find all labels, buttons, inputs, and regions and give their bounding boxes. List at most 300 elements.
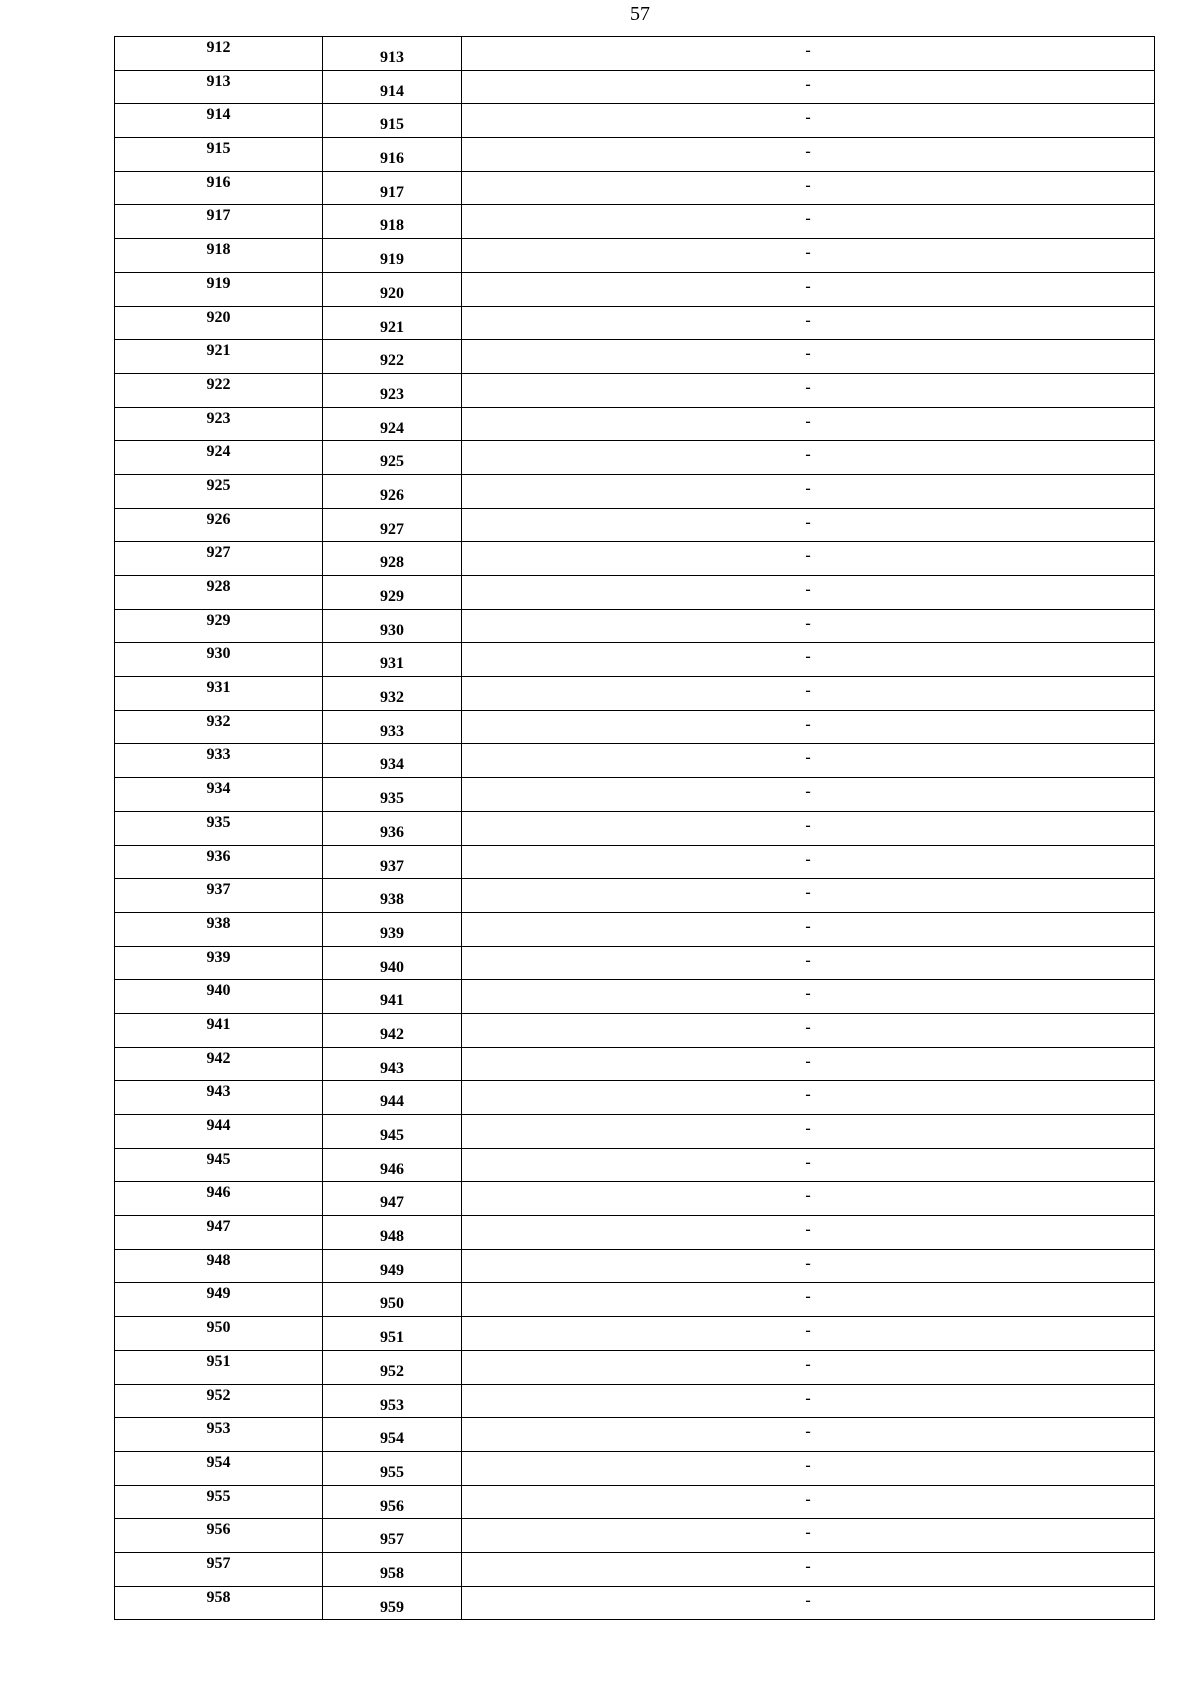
row-value-cell-text: - [805, 210, 811, 228]
row-start-cell-text: 941 [206, 1015, 231, 1033]
table-row [115, 879, 1155, 913]
row-end-cell-text: 930 [380, 621, 404, 639]
table-row [115, 1182, 1155, 1216]
row-start-cell-text: 921 [206, 342, 231, 360]
row-end-cell-text: 915 [380, 116, 404, 134]
row-value-cell-text: - [805, 1591, 811, 1609]
row-value-cell [462, 1081, 1155, 1115]
row-value-cell [462, 272, 1155, 306]
row-start-cell-text: 938 [206, 914, 231, 932]
row-end-cell [323, 407, 462, 441]
row-end-cell [323, 508, 462, 542]
row-end-cell [323, 1451, 462, 1485]
row-end-cell [323, 138, 462, 172]
row-start-cell-text: 933 [206, 746, 231, 764]
row-value-cell-text: - [805, 917, 811, 935]
row-value-cell-text: - [805, 42, 811, 59]
row-start-cell-text: 943 [206, 1083, 231, 1101]
row-value-cell-text: - [805, 648, 811, 666]
row-value-cell [462, 542, 1155, 576]
row-value-cell [462, 306, 1155, 340]
row-end-cell-text: 922 [380, 352, 404, 370]
table-row [115, 778, 1155, 812]
row-end-cell-text: 957 [380, 1531, 404, 1549]
row-end-cell [323, 306, 462, 340]
row-start-cell-text: 951 [206, 1352, 231, 1370]
row-start-cell-text: 914 [206, 106, 231, 124]
row-end-cell [323, 1249, 462, 1283]
row-end-cell [323, 677, 462, 711]
row-start-cell [115, 980, 323, 1014]
row-value-cell-text: - [805, 75, 811, 93]
row-end-cell [323, 1485, 462, 1519]
row-value-cell-text: - [805, 1524, 811, 1542]
table-row [115, 1148, 1155, 1182]
row-value-cell [462, 1485, 1155, 1519]
row-end-cell-text: 934 [380, 756, 404, 774]
row-value-cell-text: - [805, 985, 811, 1003]
row-end-cell-text: 936 [380, 823, 404, 841]
row-value-cell-text: - [805, 513, 811, 531]
row-end-cell-text: 947 [380, 1194, 404, 1212]
row-start-cell-text: 929 [206, 611, 231, 629]
row-value-cell-text: - [805, 109, 811, 127]
row-start-cell-text: 942 [206, 1049, 231, 1067]
row-value-cell [462, 1586, 1155, 1620]
row-end-cell [323, 1519, 462, 1553]
row-start-cell [115, 1451, 323, 1485]
row-start-cell [115, 710, 323, 744]
row-end-cell-text: 926 [380, 486, 404, 504]
row-end-cell-text: 931 [380, 655, 404, 673]
row-start-cell [115, 1013, 323, 1047]
row-value-cell [462, 1451, 1155, 1485]
row-value-cell [462, 1418, 1155, 1452]
row-start-cell-text: 923 [206, 409, 231, 427]
row-start-cell [115, 1216, 323, 1250]
row-start-cell-text: 946 [206, 1184, 231, 1202]
table-row [115, 474, 1155, 508]
row-start-cell-text: 950 [206, 1319, 231, 1337]
row-value-cell [462, 373, 1155, 407]
row-end-cell-text: 919 [380, 251, 404, 269]
row-value-cell-text: - [805, 1322, 811, 1340]
table-row [115, 407, 1155, 441]
table-row [115, 1418, 1155, 1452]
row-end-cell-text: 918 [380, 217, 404, 235]
row-start-cell [115, 1384, 323, 1418]
row-end-cell [323, 609, 462, 643]
row-end-cell-text: 929 [380, 588, 404, 605]
row-value-cell-text: - [805, 1557, 811, 1575]
row-start-cell-text: 931 [206, 679, 231, 697]
row-value-cell-text: - [805, 1120, 811, 1137]
row-end-cell-text: 958 [380, 1564, 404, 1582]
row-end-cell-text: 925 [380, 453, 404, 471]
row-start-cell-text: 953 [206, 1420, 231, 1438]
row-start-cell [115, 643, 323, 677]
row-start-cell-text: 920 [206, 308, 231, 326]
row-start-cell [115, 1148, 323, 1182]
row-end-cell-text: 953 [380, 1396, 404, 1414]
row-end-cell [323, 643, 462, 677]
row-start-cell [115, 441, 323, 475]
row-end-cell [323, 1081, 462, 1115]
row-value-cell-text: - [805, 547, 811, 565]
row-end-cell [323, 1283, 462, 1317]
row-start-cell-text: 935 [206, 813, 231, 831]
row-value-cell-text: - [805, 1052, 811, 1070]
table-row [115, 677, 1155, 711]
table-row [115, 1552, 1155, 1586]
row-value-cell [462, 1519, 1155, 1553]
row-value-cell-text: - [805, 1423, 811, 1441]
row-value-cell [462, 879, 1155, 913]
row-start-cell [115, 1485, 323, 1519]
row-start-cell [115, 239, 323, 273]
table-row [115, 138, 1155, 172]
row-end-cell [323, 980, 462, 1014]
table-row [115, 710, 1155, 744]
table-row [115, 1216, 1155, 1250]
row-value-cell [462, 1216, 1155, 1250]
row-value-cell [462, 1182, 1155, 1216]
row-end-cell [323, 1047, 462, 1081]
row-value-cell-text: - [805, 1018, 811, 1036]
row-start-cell [115, 1182, 323, 1216]
row-value-cell [462, 912, 1155, 946]
row-start-cell [115, 138, 323, 172]
row-start-cell-text: 952 [206, 1386, 231, 1404]
table-row [115, 373, 1155, 407]
row-start-cell-text: 958 [206, 1588, 231, 1606]
row-value-cell-text: - [805, 143, 811, 161]
row-end-cell-text: 951 [380, 1329, 404, 1347]
row-value-cell-text: - [805, 783, 811, 801]
row-value-cell [462, 744, 1155, 778]
row-value-cell [462, 1317, 1155, 1351]
row-end-cell-text: 939 [380, 924, 404, 942]
row-value-cell-text: - [805, 244, 811, 262]
row-end-cell [323, 1384, 462, 1418]
row-value-cell [462, 980, 1155, 1014]
row-start-cell-text: 915 [206, 140, 231, 158]
row-start-cell [115, 407, 323, 441]
row-start-cell-text: 924 [206, 443, 231, 461]
table-row [115, 1519, 1155, 1553]
row-start-cell-text: 922 [206, 375, 231, 393]
table-row [115, 1451, 1155, 1485]
row-end-cell [323, 744, 462, 778]
table-row [115, 272, 1155, 306]
row-value-cell [462, 1350, 1155, 1384]
table-row [115, 576, 1155, 610]
row-value-cell-text: - [805, 884, 811, 902]
row-value-cell-text: - [805, 345, 811, 363]
row-value-cell-text: - [805, 277, 811, 295]
row-end-cell-text: 943 [380, 1059, 404, 1077]
row-end-cell [323, 778, 462, 812]
table-row [115, 946, 1155, 980]
row-value-cell-text: - [805, 1086, 811, 1104]
row-end-cell [323, 373, 462, 407]
table-row [115, 1081, 1155, 1115]
row-end-cell-text: 952 [380, 1362, 404, 1380]
row-start-cell-text: 957 [206, 1554, 231, 1572]
row-start-cell-text: 913 [206, 72, 231, 90]
row-value-cell [462, 643, 1155, 677]
row-end-cell-text: 946 [380, 1160, 404, 1178]
row-end-cell [323, 272, 462, 306]
row-start-cell [115, 306, 323, 340]
table-row [115, 744, 1155, 778]
row-value-cell-text: - [805, 816, 811, 834]
table-row [115, 1485, 1155, 1519]
row-start-cell [115, 845, 323, 879]
row-end-cell [323, 1182, 462, 1216]
table-row [115, 205, 1155, 239]
row-end-cell [323, 710, 462, 744]
row-value-cell [462, 138, 1155, 172]
row-end-cell [323, 946, 462, 980]
row-end-cell-text: 938 [380, 891, 404, 909]
row-value-cell-text: - [805, 176, 811, 194]
table-row [115, 1317, 1155, 1351]
row-start-cell-text: 956 [206, 1521, 231, 1539]
table-row [115, 1013, 1155, 1047]
row-start-cell [115, 1317, 323, 1351]
row-start-cell [115, 778, 323, 812]
row-value-cell [462, 340, 1155, 374]
row-end-cell [323, 1350, 462, 1384]
row-end-cell-text: 916 [380, 150, 404, 168]
row-value-cell-text: - [805, 1355, 811, 1373]
row-start-cell-text: 936 [206, 847, 231, 865]
row-end-cell [323, 1013, 462, 1047]
row-start-cell [115, 677, 323, 711]
row-end-cell-text: 955 [380, 1463, 404, 1481]
row-end-cell [323, 205, 462, 239]
row-value-cell-text: - [805, 479, 811, 497]
row-value-cell-text: - [805, 614, 811, 632]
row-end-cell [323, 340, 462, 374]
row-end-cell-text: 917 [380, 183, 404, 201]
row-end-cell [323, 811, 462, 845]
table-row [115, 1047, 1155, 1081]
row-value-cell [462, 104, 1155, 138]
row-start-cell [115, 879, 323, 913]
row-value-cell [462, 576, 1155, 610]
row-start-cell-text: 937 [206, 881, 231, 899]
row-start-cell [115, 811, 323, 845]
row-start-cell-text: 925 [206, 476, 231, 494]
row-start-cell [115, 508, 323, 542]
table-row [115, 70, 1155, 104]
row-value-cell [462, 710, 1155, 744]
row-end-cell [323, 1148, 462, 1182]
row-end-cell-text: 933 [380, 722, 404, 740]
row-start-cell [115, 1047, 323, 1081]
table-body [115, 37, 1155, 1620]
row-value-cell [462, 1148, 1155, 1182]
row-value-cell-text: - [805, 1153, 811, 1171]
table-row [115, 1249, 1155, 1283]
row-end-cell-text: 950 [380, 1295, 404, 1313]
row-value-cell-text: - [805, 715, 811, 733]
table-row [115, 171, 1155, 205]
row-value-cell-text: - [805, 1221, 811, 1239]
row-end-cell-text: 949 [380, 1261, 404, 1279]
row-end-cell-text: 927 [380, 520, 404, 538]
row-end-cell-text: 923 [380, 385, 404, 403]
row-end-cell [323, 879, 462, 913]
row-value-cell-text: - [805, 1288, 811, 1306]
row-end-cell [323, 576, 462, 610]
row-end-cell-text: 921 [380, 318, 404, 336]
row-start-cell [115, 1249, 323, 1283]
row-end-cell [323, 1115, 462, 1149]
row-end-cell [323, 542, 462, 576]
table-row [115, 1283, 1155, 1317]
row-start-cell-text: 934 [206, 780, 231, 798]
table-row [115, 845, 1155, 879]
table-row [115, 104, 1155, 138]
row-start-cell [115, 104, 323, 138]
table-row [115, 912, 1155, 946]
row-value-cell [462, 441, 1155, 475]
table-row [115, 508, 1155, 542]
row-start-cell [115, 70, 323, 104]
row-end-cell [323, 1216, 462, 1250]
data-table [114, 36, 1155, 1620]
row-value-cell-text: - [805, 850, 811, 868]
row-end-cell [323, 474, 462, 508]
row-start-cell [115, 542, 323, 576]
row-value-cell [462, 1115, 1155, 1149]
row-value-cell-text: - [805, 682, 811, 700]
row-value-cell-text: - [805, 951, 811, 969]
row-end-cell [323, 70, 462, 104]
row-start-cell [115, 609, 323, 643]
row-start-cell-text: 944 [206, 1117, 231, 1134]
row-end-cell-text: 948 [380, 1228, 404, 1246]
row-start-cell-text: 945 [206, 1150, 231, 1168]
table-row [115, 1586, 1155, 1620]
row-end-cell-text: 928 [380, 554, 404, 572]
row-start-cell [115, 1115, 323, 1149]
row-value-cell [462, 1047, 1155, 1081]
table-row [115, 340, 1155, 374]
row-value-cell-text: - [805, 311, 811, 329]
table-row [115, 643, 1155, 677]
row-value-cell [462, 1384, 1155, 1418]
table-row [115, 37, 1155, 71]
row-end-cell-text: 940 [380, 958, 404, 976]
row-end-cell-text: 959 [380, 1598, 404, 1616]
table-row [115, 609, 1155, 643]
row-value-cell [462, 1283, 1155, 1317]
row-start-cell-text: 949 [206, 1285, 231, 1303]
row-start-cell-text: 916 [206, 173, 231, 191]
row-start-cell [115, 474, 323, 508]
table-row [115, 1115, 1155, 1149]
row-end-cell-text: 920 [380, 284, 404, 302]
row-start-cell [115, 373, 323, 407]
row-value-cell [462, 474, 1155, 508]
row-end-cell-text: 924 [380, 419, 404, 437]
row-value-cell [462, 205, 1155, 239]
row-start-cell [115, 1350, 323, 1384]
row-start-cell-text: 948 [206, 1251, 231, 1269]
row-start-cell [115, 272, 323, 306]
row-start-cell-text: 939 [206, 948, 231, 966]
row-start-cell [115, 171, 323, 205]
table-row [115, 1384, 1155, 1418]
row-value-cell-text: - [805, 1187, 811, 1205]
row-value-cell [462, 407, 1155, 441]
row-start-cell-text: 932 [206, 712, 231, 730]
row-start-cell [115, 1586, 323, 1620]
row-start-cell [115, 946, 323, 980]
row-start-cell [115, 1081, 323, 1115]
row-start-cell [115, 340, 323, 374]
row-end-cell-text: 935 [380, 790, 404, 808]
row-end-cell-text: 944 [380, 1093, 404, 1111]
row-value-cell [462, 239, 1155, 273]
row-end-cell [323, 171, 462, 205]
row-start-cell-text: 947 [206, 1218, 231, 1236]
row-value-cell-text: - [805, 446, 811, 464]
table-row [115, 441, 1155, 475]
row-value-cell [462, 1552, 1155, 1586]
table-row [115, 306, 1155, 340]
row-value-cell [462, 609, 1155, 643]
table-row [115, 542, 1155, 576]
row-value-cell [462, 677, 1155, 711]
row-start-cell-text: 955 [206, 1487, 231, 1505]
row-start-cell [115, 205, 323, 239]
row-end-cell [323, 1418, 462, 1452]
table-row [115, 980, 1155, 1014]
row-end-cell-text: 932 [380, 689, 404, 707]
row-start-cell [115, 1552, 323, 1586]
row-start-cell-text: 926 [206, 510, 231, 528]
row-value-cell [462, 1013, 1155, 1047]
row-end-cell-text: 942 [380, 1025, 404, 1043]
row-end-cell [323, 912, 462, 946]
row-start-cell-text: 912 [206, 39, 231, 56]
row-end-cell [323, 1586, 462, 1620]
page-number: 57 [630, 3, 650, 25]
row-value-cell [462, 845, 1155, 879]
row-value-cell-text: - [805, 1254, 811, 1272]
row-end-cell [323, 1552, 462, 1586]
row-value-cell [462, 70, 1155, 104]
row-value-cell-text: - [805, 412, 811, 430]
row-end-cell [323, 845, 462, 879]
row-end-cell-text: 913 [380, 49, 404, 66]
row-start-cell [115, 576, 323, 610]
row-value-cell [462, 811, 1155, 845]
row-value-cell-text: - [805, 749, 811, 767]
row-end-cell-text: 954 [380, 1430, 404, 1448]
table-row [115, 811, 1155, 845]
row-value-cell [462, 508, 1155, 542]
row-start-cell-text: 918 [206, 241, 231, 259]
table-row [115, 239, 1155, 273]
row-value-cell-text: - [805, 1456, 811, 1474]
row-end-cell [323, 441, 462, 475]
